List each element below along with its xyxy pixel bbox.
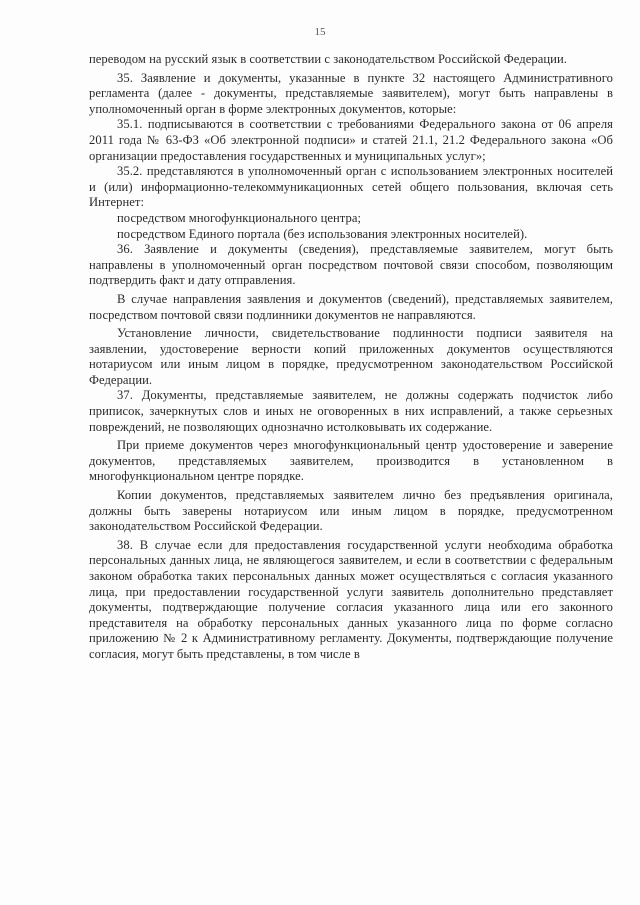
- page-number: 15: [314, 26, 326, 38]
- paragraph: Установление личности, свидетельствование подлинности подписи заявителя на заявлении, удостоверение верности копий приложенных документов осуществляются нотариусом или иным лицом в порядке, предусмотренном законодательством Российской Федерации.: [89, 326, 613, 387]
- document-body: [89, 52, 613, 663]
- paragraph: 36. Заявление и документы (сведения), представляемые заявителем, могут быть направлены в уполномоченный орган посредством почтовой связи способом, позволяющим подтвердить факт и дату отправления.: [89, 242, 613, 288]
- paragraph: 35. Заявление и документы, указанные в пункте 32 настоящего Административного регламента (далее - документы, представляемые заявителем), могут быть направлены в уполномоченный орган в форме электронных документов, которые:: [89, 70, 613, 116]
- paragraph: посредством многофункционального центра;: [117, 210, 362, 225]
- paragraph: 38. В случае если для предоставления государственной услуги необходима обработка персональных данных лица, не являющегося заявителем, и если в соответствии с федеральным законом обработка таких персональных данных может осуществляться с согласия указанного лица, при предоставлении государственной услуги заявитель дополнительно представляет документы, подтверждающие получение согласия указанного лица или его законного представителя на обработку персональных данных указанного лица по форме согласно приложению № 2 к Административному регламенту. Документы, подтверждающие получение согласия, могут быть представлены, в том числе в: [89, 537, 613, 661]
- paragraph: переводом на русский язык в соответствии с законодательством Российской Федерации.: [89, 52, 567, 66]
- paragraph: В случае направления заявления и документов (сведений), представляемых заявителем, посредством почтовой связи подлинники документов не направляются.: [89, 291, 613, 322]
- paragraph: При приеме документов через многофункциональный центр удостоверение и заверение документов, представляемых заявителем, производится в установленном в многофункциональном центре порядке.: [89, 438, 613, 484]
- paragraph: 35.1. подписываются в соответствии с требованиями Федерального закона от 06 апреля 2011 года № 63-ФЗ «Об электронной подписи» и статей 21.1, 21.2 Федерального закона «Об организации предоставления государственных и муниципальных услуг»;: [89, 117, 613, 163]
- paragraph: 37. Документы, представляемые заявителем, не должны содержать подчисток либо приписок, зачеркнутых слов и иных не оговоренных в них исправлений, а также серьезных повреждений, не позволяющих однозначно истолковывать их содержание.: [89, 388, 613, 434]
- paragraph: посредством Единого портала (без использования электронных носителей).: [117, 226, 528, 241]
- paragraph: 35.2. представляются в уполномоченный орган с использованием электронных носителей и (или) информационно-телекоммуникационных сетей общего пользования, включая сеть Интернет:: [89, 164, 613, 210]
- paragraph: Копии документов, представляемых заявителем лично без предъявления оригинала, должны быть заверены нотариусом или иным лицом в порядке, предусмотренном законодательством Российской Федерации.: [89, 488, 613, 534]
